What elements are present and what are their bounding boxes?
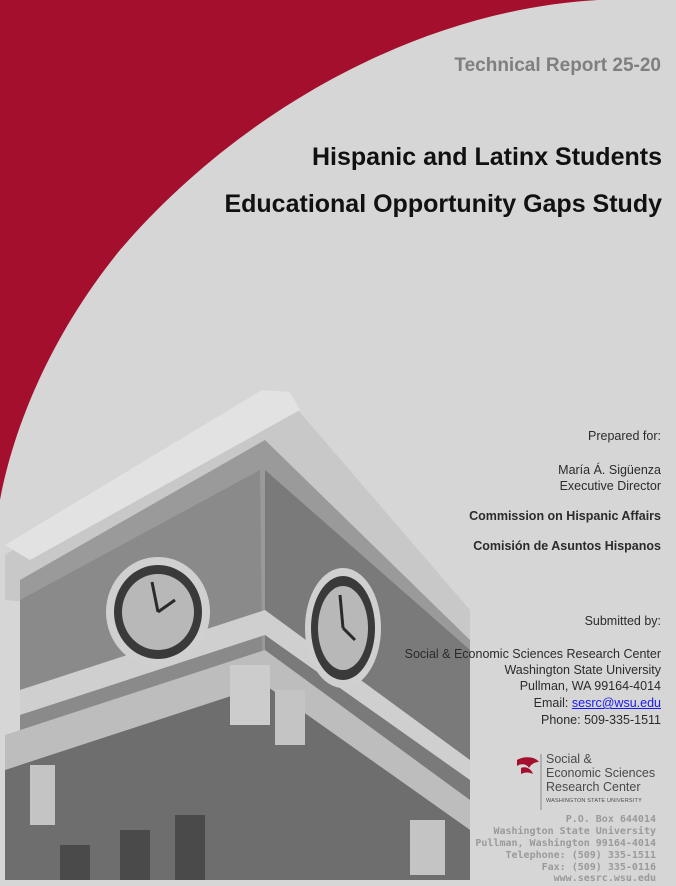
email-link[interactable]: sesrc@wsu.edu (571, 696, 661, 710)
address-web[interactable]: www.sesrc.wsu.edu (553, 873, 656, 884)
recipient-name: María Á. Sigüenza (558, 463, 661, 477)
title-line-1: Hispanic and Latinx Students (311, 143, 662, 171)
logo-line-3: Research Center (546, 780, 641, 794)
report-number: Technical Report 25-20 (454, 55, 661, 76)
logo-subtitle: WASHINGTON STATE UNIVERSITY (546, 798, 642, 804)
address-city: Pullman, Washington 99164-4014 (475, 838, 656, 849)
address-box: P.O. Box 644014 (565, 814, 656, 825)
submitter-email-line (534, 695, 661, 711)
logo-line-2: Economic Sciences (546, 766, 656, 780)
organization-english: Commission on Hispanic Affairs (469, 509, 661, 523)
sesrc-logo-text (546, 752, 655, 794)
prepared-for-label: Prepared for: (588, 429, 661, 443)
organization-spanish: Comisión de Asuntos Hispanos (473, 539, 661, 553)
submitter-org: Social & Economic Sciences Research Center (404, 647, 661, 661)
submitter-city: Pullman, WA 99164-4014 (519, 679, 661, 693)
recipient-role: Executive Director (559, 479, 661, 493)
wsu-cougar-logo-icon (513, 754, 543, 810)
email-label: Email: (533, 696, 572, 710)
address-telephone: Telephone: (509) 335-1511 (505, 850, 656, 861)
submitted-by-label: Submitted by: (584, 614, 661, 628)
submitter-university: Washington State University (504, 663, 661, 677)
logo-line-1: Social & (546, 752, 592, 766)
title-line-2: Educational Opportunity Gaps Study (224, 190, 662, 218)
address-university: Washington State University (493, 826, 656, 837)
submitter-phone: Phone: 509-335-1511 (540, 713, 661, 727)
address-fax: Fax: (509) 335-0116 (541, 862, 656, 873)
